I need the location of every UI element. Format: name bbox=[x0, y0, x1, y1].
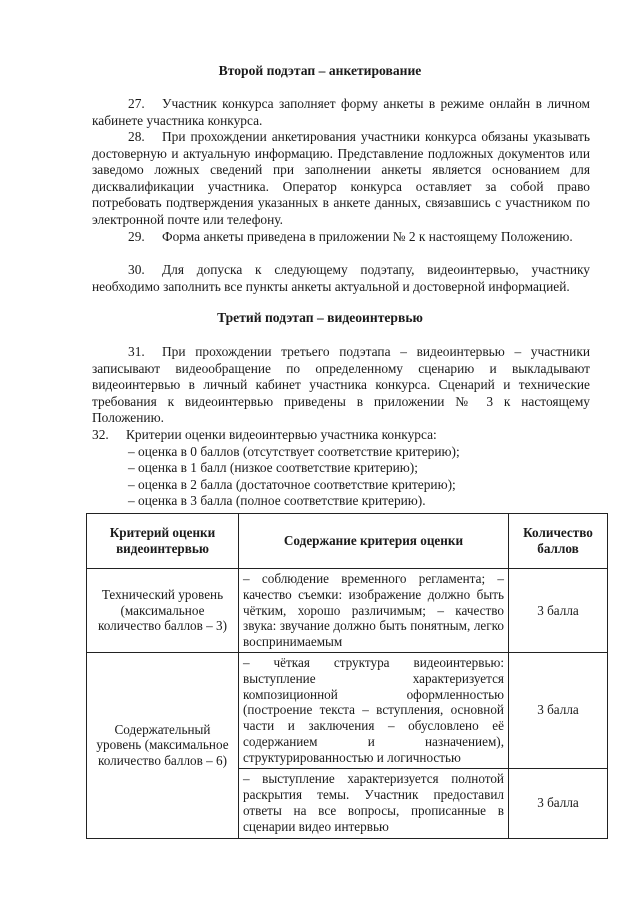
criteria-item: – оценка в 3 балла (полное соответствие критерию). bbox=[128, 493, 426, 509]
paragraph-text: При прохождении третьего подэтапа – видеоинтервью – участники записывают видеообращение по определенному сценарию и выкладывают видеоинтервью в личный кабинет участника конкурса. Сценарий и технические требования к видеоинтервью приведены в приложении № 3 к настоящему Положению. bbox=[92, 344, 590, 426]
paragraph-text: Форма анкеты приведена в приложении № 2 к настоящему Положению. bbox=[162, 229, 573, 244]
paragraph-27 bbox=[92, 96, 590, 129]
content-completeness: – выступление характеризуется полнотой раскрытия темы. Участник предоставил ответы на все вопросы, прописанные в сценарии видео интервью bbox=[239, 768, 509, 838]
table-row-content-1 bbox=[87, 653, 608, 769]
table-header-row bbox=[87, 514, 608, 569]
content-structure: – чёткая структура видеоинтервью: выступление характеризуется композиционной оформленностью (построение текста – вступления, основной части и заключения – обусловлено её содержанием и назначением), структурированностью и логичностью bbox=[239, 653, 509, 769]
paragraph-text: При прохождении анкетирования участники конкурса обязаны указывать достоверную и актуальную информацию. Представление подложных документов или заведомо ложных сведений при заполнении анкеты является основанием для дисквалификации участника. Оператор конкурса оставляет за собой право потребовать подтверждения указанных в анкете данных, связавшись с участником по электронной почте или телефону. bbox=[92, 129, 590, 227]
header-score: Количество баллов bbox=[509, 514, 608, 569]
paragraph-30 bbox=[92, 262, 590, 295]
paragraph-31 bbox=[92, 344, 590, 427]
criteria-item: – оценка в 1 балл (низкое соответствие критерию); bbox=[128, 460, 418, 476]
criteria-list bbox=[92, 427, 460, 510]
paragraph-number: 27. bbox=[128, 96, 145, 111]
content-criterion: Содержательный уровень (максимальное количество баллов – 6) bbox=[87, 653, 239, 839]
paragraph-text: Для допуска к следующему подэтапу, видеоинтервью, участнику необходимо заполнить все пункты анкеты актуальной и достоверной информацией. bbox=[92, 262, 590, 294]
paragraph-number: 30. bbox=[128, 262, 145, 277]
content-completeness-score: 3 балла bbox=[509, 768, 608, 838]
technical-content: – соблюдение временного регламента; – качество съемки: изображение должно быть чётким, хорошо различимым; – качество звука: звучание должно быть понятным, легко воспринимаемым bbox=[239, 569, 509, 653]
paragraph-28 bbox=[92, 129, 590, 229]
heading-stage-3: Третий подэтап – видеоинтервью bbox=[217, 310, 423, 325]
content-structure-score: 3 балла bbox=[509, 653, 608, 769]
criteria-item: – оценка в 2 балла (достаточное соответствие критерию); bbox=[128, 476, 456, 492]
paragraph-text: Участник конкурса заполняет форму анкеты в режиме онлайн в личном кабинете участника конкурса. bbox=[92, 96, 590, 128]
paragraph-number: 29. bbox=[128, 229, 145, 244]
paragraph-29 bbox=[92, 229, 590, 246]
evaluation-table bbox=[86, 513, 608, 839]
technical-criterion: Технический уровень (максимальное количество баллов – 3) bbox=[87, 569, 239, 653]
heading-stage-2: Второй подэтап – анкетирование bbox=[218, 63, 422, 78]
paragraph-number: 31. bbox=[128, 344, 145, 359]
table-row-technical bbox=[87, 569, 608, 653]
paragraph-number: 28. bbox=[128, 129, 145, 144]
technical-score: 3 балла bbox=[509, 569, 608, 653]
criteria-lead-text: Критерии оценки видеоинтервью участника конкурса: bbox=[126, 427, 437, 442]
criteria-lead bbox=[92, 427, 460, 444]
header-content: Содержание критерия оценки bbox=[239, 514, 509, 569]
criteria-item: – оценка в 0 баллов (отсутствует соответствие критерию); bbox=[128, 443, 460, 459]
header-criterion: Критерий оценки видеоинтервью bbox=[87, 514, 239, 569]
paragraph-number: 32. bbox=[92, 427, 109, 442]
